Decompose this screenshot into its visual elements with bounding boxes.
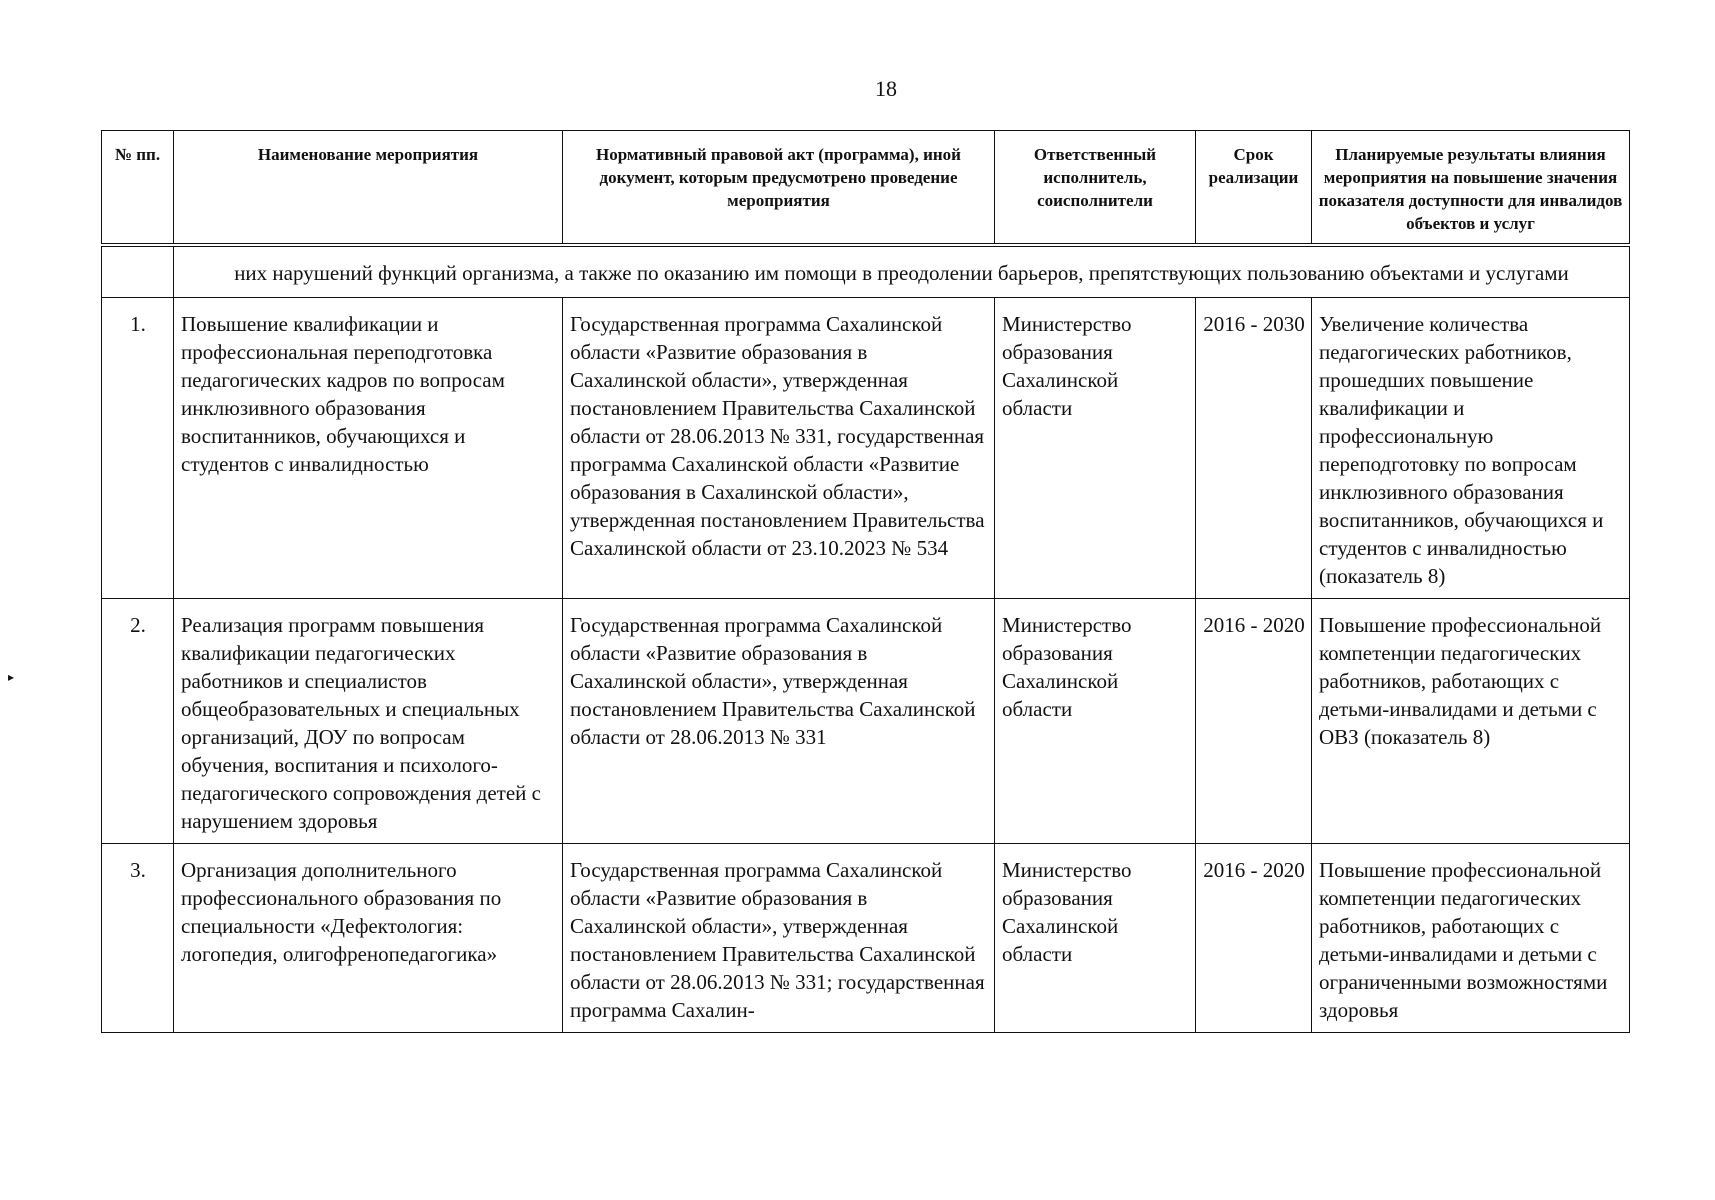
page-number: 18 [875,76,897,101]
header-act: Нормативный правовой акт (программа), иной документ, которым предусмотрено проведение мероприятия [563,131,995,244]
row-act: Государственная программа Сахалинской области «Развитие образования в Сахалинской области», утвержденная постановлением Правительства Сахалинской области от 28.06.2013 № 331; государственная программа Сахалин- [563,844,995,1033]
activities-table [101,130,1630,1033]
row-exec: Министерство образования Сахалинской области [995,844,1196,1033]
row-act: Государственная программа Сахалинской области «Развитие образования в Сахалинской области», утвержденная постановлением Правительства Сахалинской области от 28.06.2013 № 331, государственная программа Сахалинской области «Развитие образования в Сахалинской области», утвержденная постановлением Правительства Сахалинской области от 23.10.2023 № 534 [563,298,995,599]
section-row [102,247,1630,298]
row-exec: Министерство образования Сахалинской области [995,599,1196,844]
header-name: Наименование мероприятия [174,131,563,244]
row-exec: Министерство образования Сахалинской области [995,298,1196,599]
row-act: Государственная программа Сахалинской области «Развитие образования в Сахалинской области», утвержденная постановлением Правительства Сахалинской области от 28.06.2013 № 331 [563,599,995,844]
row-name: Организация дополнительного профессионального образования по специальности «Дефектология: логопедия, олигофренопедагогика» [174,844,563,1033]
header-exec: Ответственный исполнитель, соисполнители [995,131,1196,244]
table-row [102,844,1630,1033]
row-name: Повышение квалификации и профессиональная переподготовка педагогических кадров по вопросам инклюзивного образования воспитанников, обучающихся и студентов с инвалидностью [174,298,563,599]
row-term: 2016 - 2030 [1196,298,1312,599]
row-num: 1. [102,298,174,599]
row-result: Увеличение количества педагогических работников, прошедших повышение квалификации и профессиональную переподготовку по вопросам инклюзивного образования воспитанников, обучающихся и студентов с инвалидностью (показатель 8) [1312,298,1630,599]
header-result: Планируемые результаты влияния мероприятия на повышение значения показателя доступности для инвалидов объектов и услуг [1312,131,1630,244]
table-row [102,599,1630,844]
margin-arrow-icon: ▸ [8,670,15,684]
row-name: Реализация программ повышения квалификации педагогических работников и специалистов общеобразовательных и специальных организаций, ДОУ по вопросам обучения, воспитания и психолого-педагогического сопровождения детей с нарушением здоровья [174,599,563,844]
row-result: Повышение профессиональной компетенции педагогических работников, работающих с детьми-инвалидами и детьми с ОВЗ (показатель 8) [1312,599,1630,844]
header-num: № пп. [102,131,174,244]
table-row [102,298,1630,599]
row-num: 2. [102,599,174,844]
row-term: 2016 - 2020 [1196,599,1312,844]
row-result: Повышение профессиональной компетенции педагогических работников, работающих с детьми-инвалидами и детьми с ограниченными возможностями здоровья [1312,844,1630,1033]
section-blank-cell [102,247,174,298]
header-term: Срок реализации [1196,131,1312,244]
row-num: 3. [102,844,174,1033]
table-header-row [102,131,1630,244]
row-term: 2016 - 2020 [1196,844,1312,1033]
section-text: них нарушений функций организма, а также по оказанию им помощи в преодолении барьеров, препятствующих пользованию объектами и услугами [174,247,1630,298]
